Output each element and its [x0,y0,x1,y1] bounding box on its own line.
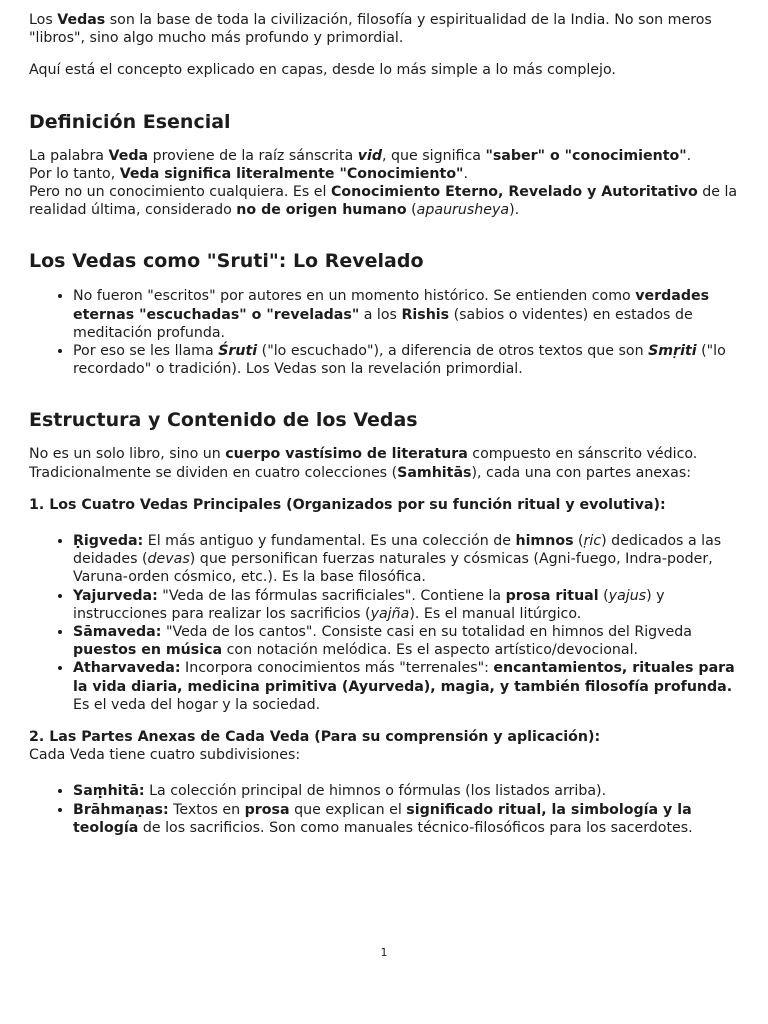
list-item: • Sāmaveda: "Veda de los cantos". Consiste casi en su totalidad en himnos del Rigveda puestos en música con notación melódica. Es el aspecto artístico/devocional. [73,623,741,659]
list-item: • Saṃhitā: La colección principal de himnos o fórmulas (los listados arriba). [73,782,741,800]
definicion-paragraph: La palabra Veda proviene de la raíz sánscrita vid, que significa "saber" o "conocimiento". Por lo tanto, Veda significa literalmente "Conocimiento". Pero no un conocimiento cualquiera. Es el Conocimiento Eterno, Revelado y Autoritativo de la realidad última, considerado no de origen humano (apaurusheya). [29,147,738,219]
vedas-list [29,532,741,714]
section-heading-estructura: Estructura y Contenido de los Vedas [29,409,418,432]
intro-paragraph [29,11,741,47]
list-item: • No fueron "escritos" por autores en un momento histórico. Se entienden como verdades eternas "escuchadas" o "reveladas" a los Rishis (sabios o videntes) en estados de meditación profunda. [73,287,741,342]
list-item: • Yajurveda: "Veda de las fórmulas sacrificiales". Contiene la prosa ritual (yajus) y instrucciones para realizar los sacrificios (yajña). Es el manual litúrgico. [73,587,741,623]
list-item: • Por eso se les llama Śruti ("lo escuchado"), a diferencia de otros textos que son Smṛiti ("lo recordado" o tradición). Los Vedas son la revelación primordial. [73,342,741,378]
section-heading-definicion: Definición Esencial [29,110,231,133]
partes-list [29,782,741,837]
text: Los [29,12,58,28]
text: son la base de toda la civilización, filosofía y espiritualidad de la India. No son meros "libros", sino algo mucho más profundo y primordial. [29,12,712,47]
subheading-partes-anexas: 2. Las Partes Anexas de Cada Veda (Para su comprensión y aplicación): Cada Veda tiene cuatro subdivisiones: [29,729,601,764]
list-item: • Ṛigveda: El más antiguo y fundamental. Es una colección de himnos (ṛic) dedicados a las deidades (devas) que personifican fuerzas naturales y cósmicas (Agni-fuego, Indra-poder, Varuna-orden cósmico, etc.). Es la base filosófica. [73,532,741,587]
section-heading-sruti: Los Vedas como "Sruti": Lo Revelado [29,250,424,273]
estructura-paragraph: No es un solo libro, sino un cuerpo vastísimo de literatura compuesto en sánscrito védico. Tradicionalmente se dividen en cuatro colecciones (Samhitās), cada una con partes anexas: [29,446,698,481]
bold-text: Vedas [57,12,106,28]
sruti-list [29,287,741,378]
page-number: 1 [380,946,388,959]
intro-paragraph-2: Aquí está el concepto explicado en capas, desde lo más simple a lo más complejo. [29,62,616,79]
document-page [29,11,741,851]
list-item: • Brāhmaṇas: Textos en prosa que explican el significado ritual, la simbología y la teología de los sacrificios. Son como manuales técnico-filosóficos para los sacerdotes. [73,801,741,837]
list-item: • Atharvaveda: Incorpora conocimientos más "terrenales": encantamientos, rituales para la vida diaria, medicina primitiva (Ayurveda), magia, y también filosofía profunda. Es el veda del hogar y la sociedad. [73,659,741,714]
subheading-cuatro-vedas: 1. Los Cuatro Vedas Principales (Organizados por su función ritual y evolutiva): [29,496,666,513]
